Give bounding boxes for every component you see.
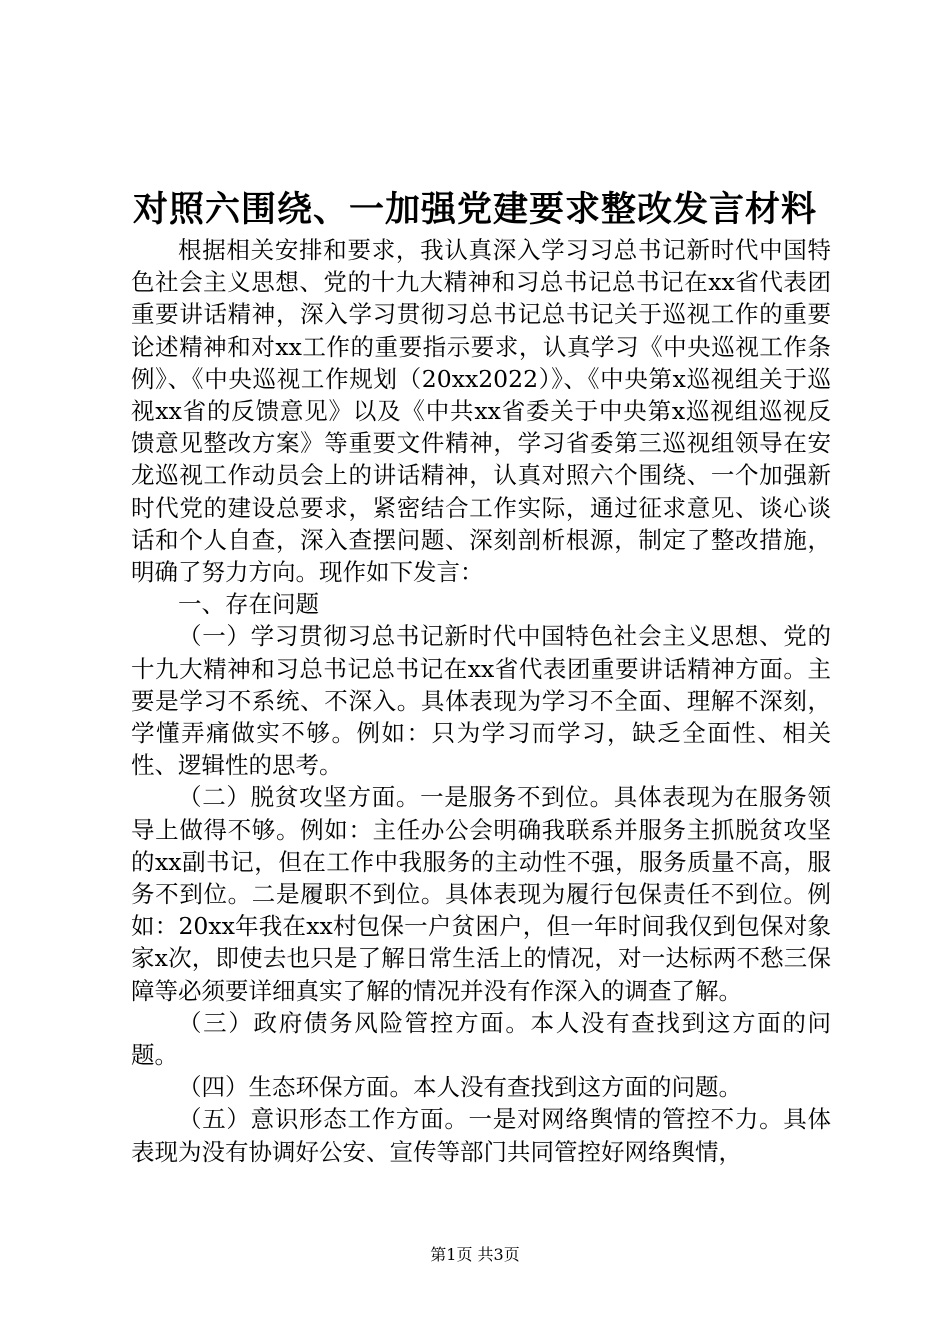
issue-paragraph-2: （二）脱贫攻坚方面。一是服务不到位。具体表现为在服务领导上做得不够。例如：主任办公会明确我联系并服务主抓脱贫攻坚的xx副书记，但在工作中我服务的主动性不强，服务质量不高，服务不到位。二是履职不到位。具体表现为履行包保责任不到位。例如：20xx年我在xx村包保一户贫困户，但一年时间我仅到包保对象家x次，即使去也只是了解日常生活上的情况，对一达标两不愁三保障等必须要详细真实了解的情况并没有作深入的调查了解。	[131, 783, 831, 1005]
document-body	[131, 234, 831, 1168]
issue-paragraph-4: （四）生态环保方面。本人没有查找到这方面的问题。	[178, 1073, 742, 1102]
issue-paragraph-5: （五）意识形态工作方面。一是对网络舆情的管控不力。具体表现为没有协调好公安、宣传等部门共同管控好网络舆情，	[131, 1105, 831, 1166]
document-title: 对照六围绕、一加强党建要求整改发言材料	[132, 189, 817, 230]
issue-paragraph-3: （三）政府债务风险管控方面。本人没有查找到这方面的问题。	[131, 1008, 831, 1070]
section-heading: 一、存在问题	[178, 590, 319, 619]
page-number-footer: 第1页 共3页	[430, 1245, 520, 1264]
issue-paragraph-1: （一）学习贯彻习总书记新时代中国特色社会主义思想、党的十九大精神和习总书记总书记在xx省代表团重要讲话精神方面。主要是学习不系统、不深入。具体表现为学习不全面、理解不深刻，学懂弄痛做实不够。例如：只为学习而学习，缺乏全面性、相关性、逻辑性的思考。	[131, 622, 831, 780]
intro-paragraph: 根据相关安排和要求，我认真深入学习习总书记新时代中国特色社会主义思想、党的十九大精神和习总书记总书记在xx省代表团重要讲话精神，深入学习贯彻习总书记总书记关于巡视工作的重要论述精神和对xx工作的重要指示要求，认真学习《中央巡视工作条例》、《中央巡视工作规划（20xx2022）》、《中央第x巡视组关于巡视xx省的反馈意见》以及《中共xx省委关于中央第x巡视组巡视反馈意见整改方案》等重要文件精神，学习省委第三巡视组领导在安龙巡视工作动员会上的讲话精神，认真对照六个围绕、一个加强新时代党的建设总要求，紧密结合工作实际，通过征求意见、谈心谈话和个人自查，深入查摆问题、深刻剖析根源，制定了整改措施，明确了努力方向。现作如下发言：	[131, 236, 831, 587]
